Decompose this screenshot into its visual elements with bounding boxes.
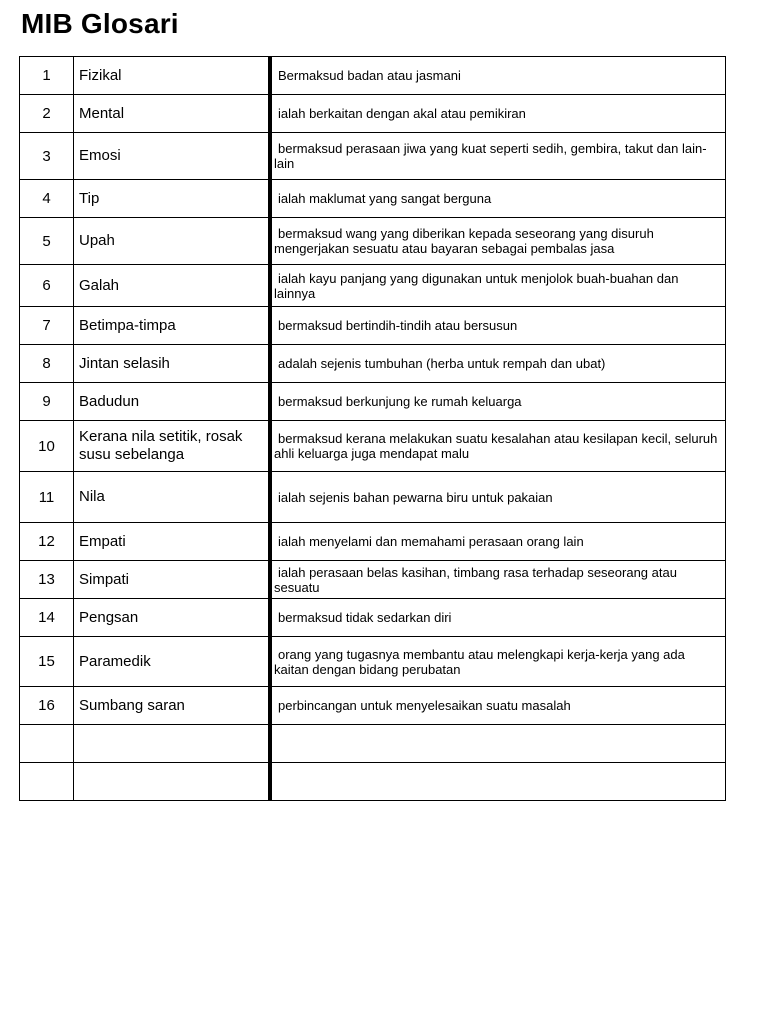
term-cell: Paramedik [74,637,271,687]
definition-cell [270,383,726,421]
row-number [20,763,74,801]
definition-text: ialah kayu panjang yang digunakan untuk menjolok buah-buahan dan lainnya [274,270,679,301]
definition-cell [270,133,726,180]
term-cell [74,725,271,763]
row-number: 13 [20,561,74,599]
term-cell: Fizikal [74,57,271,95]
table-row [20,523,726,561]
definition-cell [270,421,726,472]
definition-cell [270,307,726,345]
row-number: 4 [20,180,74,218]
definition-text: Bermaksud badan atau jasmani [278,68,461,83]
term-cell: Tip [74,180,271,218]
term-cell: Sumbang saran [74,687,271,725]
term-cell: Pengsan [74,599,271,637]
table-row [20,307,726,345]
term-cell: Kerana nila setitik, rosak susu sebelanga [74,421,271,472]
definition-cell [270,725,726,763]
definition-text: perbincangan untuk menyelesaikan suatu masalah [278,698,571,713]
page-title: MIB Glosari [21,8,179,39]
definition-text: orang yang tugasnya membantu atau melengkapi kerja-kerja yang ada kaitan dengan bidang perubatan [274,646,685,677]
definition-cell [270,472,726,523]
table-row [20,561,726,599]
row-number: 5 [20,218,74,265]
term-cell [74,763,271,801]
definition-cell [270,763,726,801]
definition-cell [270,95,726,133]
row-number: 1 [20,57,74,95]
table-row [20,95,726,133]
row-number: 9 [20,383,74,421]
glossary-table-body [20,57,726,801]
definition-cell [270,637,726,687]
table-row [20,687,726,725]
definition-text: bermaksud tidak sedarkan diri [278,610,452,625]
table-row [20,57,726,95]
definition-text: bermaksud kerana melakukan suatu kesalahan atau kesilapan kecil, seluruh ahli keluarga juga mendapat malu [274,431,718,461]
table-row [20,218,726,265]
term-cell: Jintan selasih [74,345,271,383]
definition-cell [270,561,726,599]
term-cell: Galah [74,265,271,307]
table-row [20,383,726,421]
term-cell: Upah [74,218,271,265]
table-row [20,421,726,472]
definition-text: adalah sejenis tumbuhan (herba untuk rempah dan ubat) [278,356,606,371]
definition-text: ialah sejenis bahan pewarna biru untuk pakaian [278,489,553,505]
row-number: 10 [20,421,74,472]
definition-cell [270,57,726,95]
row-number: 2 [20,95,74,133]
row-number: 15 [20,637,74,687]
row-number: 7 [20,307,74,345]
term-cell: Empati [74,523,271,561]
row-number: 6 [20,265,74,307]
row-number: 8 [20,345,74,383]
table-row [20,265,726,307]
table-row [20,345,726,383]
definition-text: bermaksud berkunjung ke rumah keluarga [278,394,522,409]
definition-cell [270,218,726,265]
table-row [20,599,726,637]
definition-cell [270,523,726,561]
table-row-empty [20,725,726,763]
definition-text: ialah berkaitan dengan akal atau pemikiran [278,106,526,121]
definition-text: bermaksud wang yang diberikan kepada seseorang yang disuruh mengerjakan sesuatu atau bayaran sebagai pembalas jasa [274,226,654,256]
definition-cell [270,599,726,637]
definition-text: ialah maklumat yang sangat berguna [278,191,492,206]
table-row [20,180,726,218]
definition-text: bermaksud perasaan jiwa yang kuat seperti sedih, gembira, takut dan lain-lain [274,141,707,171]
definition-cell [270,265,726,307]
row-number: 3 [20,133,74,180]
definition-text: ialah perasaan belas kasihan, timbang rasa terhadap seseorang atau sesuatu [274,564,677,595]
table-row [20,472,726,523]
definition-text: bermaksud bertindih-tindih atau bersusun [278,318,518,333]
definition-text: ialah menyelami dan memahami perasaan orang lain [278,534,584,549]
table-row-empty [20,763,726,801]
table-row [20,637,726,687]
row-number [20,725,74,763]
term-cell: Betimpa-timpa [74,307,271,345]
term-cell: Simpati [74,561,271,599]
definition-cell [270,180,726,218]
definition-cell [270,345,726,383]
term-cell: Badudun [74,383,271,421]
definition-cell [270,687,726,725]
row-number: 14 [20,599,74,637]
term-cell: Emosi [74,133,271,180]
row-number: 11 [20,472,74,523]
row-number: 16 [20,687,74,725]
term-cell: Nila [74,472,271,523]
glossary-table [19,56,726,801]
row-number: 12 [20,523,74,561]
table-row [20,133,726,180]
term-cell: Mental [74,95,271,133]
